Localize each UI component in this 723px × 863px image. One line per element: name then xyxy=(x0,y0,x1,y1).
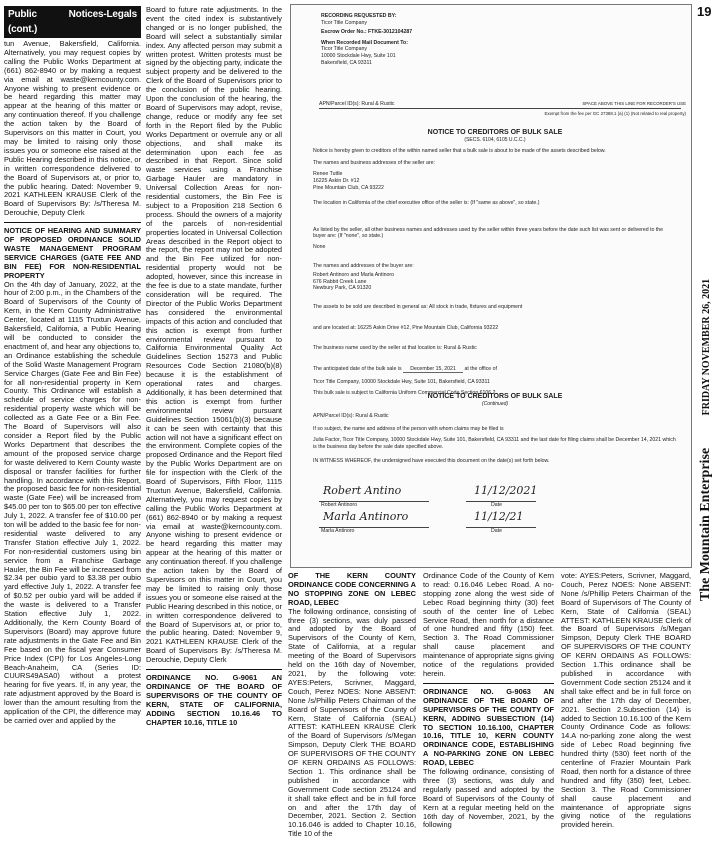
notice-line: The anticipated date of the bulk sale is xyxy=(313,365,402,372)
notice-text: The following ordinance, consisting of three (3) sections, was duly passed and adopted by the Board of Supervisors of the County of Kern, State of California, at a regular meeting of the Board of Supervisors held on the 16th day of November, 2021, by the following vote: AYES:Peters, Scrivner, Maggard, Couch, Perez NOES: None ABSENT: None /s/Phillip Peters Chairman of the Board of Supervisors of the County of Kern, State of California (SEAL) ATTEST: KATHLEEN KRAUSE Clerk of the Board of Supervisors /s/Megan Simpson, Deputy Clerk THE BOARD OF SUPERVISORS OF THE COUNTY OF KERN ORDAINS AS FOLLOWS: Section 1. This ordinance shall be published in accordance with Government Code section 25124 and it shall take effect and be in full force on and after the 17th day of December, 2021. Section 2. Section 10.16.046 is added to Chapter 10.16, Title 10 of the xyxy=(288,606,416,839)
escrow-line: Escrow Order No.: FTKE-3012104287 xyxy=(321,29,413,36)
notice-subtitle: (SECS. 6104, 6105 U.C.C.) xyxy=(464,136,526,143)
column-2 xyxy=(146,6,282,856)
notice-text: The following ordinance, consisting of three (3) sections, was duly and regularly passed and adopted by the Board of Supervisors of the County of Kern at a regular meeting held on the 16th day of November, 2021, by the following xyxy=(423,767,554,830)
bulk-sale-notice xyxy=(290,4,692,568)
signer-name: Robert Antinoro xyxy=(321,502,358,508)
divider xyxy=(146,669,282,670)
seller-line: 16225 Askin Dr. #12 xyxy=(313,177,360,184)
seller-line: Pine Mountain Club, CA 93222 xyxy=(313,184,384,191)
signature-date: 11/12/21 xyxy=(474,510,524,523)
notice-line: The names and business addresses of the seller are: xyxy=(313,159,435,166)
seller-line: Renee Tuttle xyxy=(313,171,343,178)
notice-line: Julia Factor, Ticor Title Company, 10000 Stockdale Hwy, Suite 101, Bakersfield, CA 93311 and the last date for filing claims shall be December 14, 2021 which is the business day before the sale date specified above. xyxy=(313,437,676,450)
continued-label: (Continued) xyxy=(481,400,509,407)
mail-line: Ticor Title Company xyxy=(321,46,367,53)
signer-name: Marla Antinoro xyxy=(321,528,355,534)
date-label: Date xyxy=(491,502,502,508)
issue-date: FRIDAY NOVEMBER 26, 2021 xyxy=(701,278,712,416)
notice-heading: NOTICE OF HEARING AND SUMMARY OF PROPOSED ORDINANCE SOLID WASTE MANAGEMENT PROGRAM SERVICE CHARGES (GATE FEE AND BIN FEE) FOR NON-RESIDENTIAL PROPERTY xyxy=(4,226,141,280)
notice-line: The business name used by the seller at that location is: Rural & Rustic xyxy=(313,345,477,352)
none-text: None xyxy=(313,243,326,250)
notice-text: Board to future rate adjustments. In the event the cited index is substantively changed or is no longer published, the Board will select a substantially similar index. Any affected person may submit a written protest. Written protests must be signed by the objecting party, indicate the subject property and be delivered to the Clerk of the Board of Supervisors prior to the conclusion of the public hearing. Upon the conclusion of the hearing, the Board of Supervisors may adopt, revise, change, reduce or modify any fee set forth in the Report filed by the Public Works Department or overrule any or all objections, and shall make its determination upon each fee as described in that Report. Since solid waste services using a Franchise Garbage Hauler are mandatory in Universal Collection Areas for non-residential customers, the Bin Fee is subject to a Proposition 218 Section 6 process. Should the owners of a majority of the parcels of non-residential properties located in Universal Collection Areas described in the Report object to the report, the report may not be adopted and the Bin Fee utilized for non-residential property would not be adopted, however, since this increase in the fee is due to a state mandate, further consideration will be required. The Director of the Public Works Department has considered the environmental impacts of this action and concluded that this action is exempt from further environmental review pursuant to California Environmental Quality Act Guidelines Section 15273 and Public Resources Code Section 21080(b)(8) because it is the establishment of operational rates and charges. Additionally, it has been determined that this action is exempt from further environmental review pursuant Guidelines Section 15061(b)(3) because it can be seen with certainty that this action will not have a significant effect on the environment. Complete copies of the proposed Ordinance and the Report filed by the Public Works Department are on file for inspection with the Clerk of the Board of Supervisors, Fifth Floor, 1115 Truxtun Avenue, Bakersfield, California. Alternatively, you may request copies by calling the Public Works Department at (661) 862-8940 or by making a request via email at waste@kerncounty.com. Anyone wishing to present evidence or be heard regarding this matter may appear at the hearing of this matter or any continuation thereof. If you challenge the action taken by the Board of Supervisors on this matter in Court, you may be limited to raising only those issues you or someone else raised at the Public Hearing described in this notice, or in written correspondence delivered to the Board of Supervisors at, or prior to, the public hearing. Dated: November 9, 2021 KATHLEEN KRAUSE Clerk of the Board of Supervisors By: /s/Theresa M. Derouchie, Deputy Clerk xyxy=(146,6,282,665)
notice-title: NOTICE TO CREDITORS OF BULK SALE xyxy=(427,129,563,136)
signature: Robert Antino xyxy=(323,484,402,497)
notice-line: The location in California of the chief executive office of the seller is: (If "same as above", so state.) xyxy=(313,200,540,207)
notice-text: tun Avenue, Bakersfield, California. Alternatively, you may request copies by calling the Public Works Department at (661) 862-8940 or by making a request via email at waste@kerncounty.com. Anyone wishing to present evidence or be heard regarding this matter may appear at the hearing of this matter or any continuation thereof. If you challenge the action taken by the Board of Supervisors on this matter in Court, you may be limited to raising only those issues you or someone else raised at the Public Hearing described in this notice, or in written correspondence delivered to the Board of Supervisors at, or prior to, the public hearing. Dated: November 9, 2021 KATHLEEN KRAUSE Clerk of the Board of Supervisors By: /s/Theresa M. Derouchie, Deputy Clerk xyxy=(4,39,141,218)
notice-body xyxy=(313,130,677,396)
column-1 xyxy=(4,6,141,856)
notice-line: IN WITNESS WHEREOF, the undersigned have executed this document on the date(s) set forth below. xyxy=(313,457,550,464)
page-number: 19 xyxy=(697,4,712,19)
notice-line: at the office of xyxy=(464,365,497,372)
notice-line: If so subject, the name and address of the person with whom claims may be filed is xyxy=(313,425,504,432)
apn: APN/Parcel ID(s): Rural & Rustic xyxy=(313,413,389,420)
sale-date: December 15, 2021 xyxy=(403,366,463,374)
sale-date-line xyxy=(313,366,677,374)
signature: Marla Antinoro xyxy=(323,510,409,523)
notice-continued xyxy=(313,394,677,464)
date-label: Date xyxy=(491,528,502,534)
buyer-line: Newbury Park, CA 91320 xyxy=(313,285,372,292)
apn: APN/Parcel ID(s): Rural & Rustic xyxy=(319,101,395,107)
notice-line: and are located at: 16225 Askin Drive #12, Pine Mountain Club, California 93222 xyxy=(313,324,499,331)
section-header: Public Notices-Legals (cont.) xyxy=(4,6,141,38)
notice-line: As listed by the seller, all other business names and addresses used by the seller within three years before the date such list was sent or delivered to the buyer are: (If "none", so state.) xyxy=(313,226,664,240)
notice-text: vote: AYES:Peters, Scrivner, Maggard, Couch, Perez NOES: None ABSENT: None /s/Phillip Peters Chairman of the Board of Supervisors of The County of Kern, State of California (SEAL) ATTEST: KATHLEEN KRAUSE Clerk of the Board of Supervisors /s/Megan Simpson, Deputy Clerk THE BOARD OF SUPERVISORS OF THE COUNTY OF KERN ORDAINS AS FOLLOWS: Section 1.This ordinance shall be published in accordance with Government Code section 25124 and it shall take effect and be in full force on and after the 17th day of December, 2021. Section 2.Subsection (14) is added to Section 10.16.100 of the Kern County Ordinance Code as follows: 14.A no-parking zone along the west side of Lebec Road beginning five hundred thirty (530) feet north of the centerline of Frazier Mountain Park Road, then north for a distance of three hundred and fifty (350) feet, Lebec. Section 3. The Road Commissioner shall cause placement and maintenance of appropriate signs giving notice of the regulations provided herein. xyxy=(561,572,691,830)
notice-heading: OF THE KERN COUNTY ORDINANCE CODE CONCERNING A NO STOPPING ZONE ON LEBEC ROAD, LEBEC xyxy=(288,572,416,607)
notice-line: This bulk sale is subject to California Uniform Commercial Code Section 6106.2. xyxy=(313,389,497,396)
divider xyxy=(423,683,554,684)
column-3 xyxy=(288,572,416,856)
notice-heading: ORDINANCE NO. G-9063 AN ORDINANCE OF THE BOARD OF SUPERVISORS OF THE COUNTY OF KERN, ADDING SUBSECTION (14) TO SECTION 10.16.100, CHAPTER 10.16, TITLE 10, KERN COUNTY ORDINANCE CODE, ESTABLISHING A NO-PARKING ZONE ON LEBEC ROAD, LEBEC xyxy=(423,686,554,768)
buyer-line: 676 Rabbit Creek Lane xyxy=(313,278,367,285)
notice-title: NOTICE TO CREDITORS OF BULK SALE xyxy=(427,393,563,400)
signature-date: 11/12/2021 xyxy=(474,484,538,497)
divider xyxy=(4,222,141,223)
recording-block xyxy=(321,13,677,66)
mail-line: Bakersfield, CA 93311 xyxy=(321,59,372,66)
mail-line: 10000 Stockdale Hwy, Suite 101 xyxy=(321,52,396,59)
notice-line: Ticor Title Company, 10000 Stockdale Hwy, Suite 101, Bakersfield, CA 93311 xyxy=(313,379,490,386)
notice-line: Notice is hereby given to creditors of the within named seller that a bulk sale is about to be made of the assets described below. xyxy=(313,148,606,155)
notice-text: On the 4th day of January, 2022, at the hour of 2:00 p.m., in the Chambers of the Board of Supervisors of the County of Kern, in the Kern County Administrative Center, located at 1115 Truxtun Avenue, Bakersfield, California, a Public Hearing will be conducted to consider the enactment of, and hear any objections to, an Ordinance establishing the schedule of the Solid Waste Management Program Service Charges (Gate Fee and Bin Fee) for all non-residential property in Kern County. This Ordinance will establish a schedule of service charges for non-residential property waste which will be collected as a Gate Fee or a Bin Fee. The Board of Supervisors will also consider a Report filed by the Public Works Department that describes the amount of the proposed service charge for waste delivered to Kern County waste disposal or transfer facilities for further handling. In accordance with this Report, the proposed basic fee for non-residential waste (Gate Fee) will be increased from $45.00 per ton to $65.00 per ton effective July 1, 2022. A transfer fee of $10.00 per ton will be added to the basic fee for non-residential waste delivered to any Transfer Station effective July 1, 2022. For non-residential customers using bin service from a Franchise Garbage Hauler, the Bin Fee will be increased from $2.34 per oubio yard to $3.38 per oubio yard effective July 1, 2022. A transfer fee of $0.52 per oubio yard will be added if the waste is delivered to a Transfer Station effective July 1, 2022. Additionally, the Kern County Board of Supervisors (Board) may approve future rate adjustments in the Gate Fee and Bin Fee based on the fiscal year Consumer Price Index (CPI) for Los Angeles-Long Beach-Anaheim, CA (Series ID: CUURS49ASA0) without a protest hearing for five years. If, in any year, the rate adjustment approved by the Board is lower than the amount resulting from the application of the CPI, the difference may be carried over and applied by the xyxy=(4,279,141,725)
exempt: Exempt from the fee per GC 27388.1 (a) (1) (Not related to real property) xyxy=(544,111,686,116)
recorder-line xyxy=(319,108,681,109)
masthead xyxy=(698,279,714,601)
space-above: SPACE ABOVE THIS LINE FOR RECORDER'S USE xyxy=(582,101,686,106)
column-4 xyxy=(423,572,554,856)
notice-line: The names and addresses of the buyer are: xyxy=(313,262,414,269)
notice-heading: ORDINANCE NO. G-9061 AN ORDINANCE OF THE BOARD OF SUPERVISORS OF THE COUNTY OF KERN, STATE OF CALIFORNIA, ADDING SECTION 10.16.46 TO CHAPTER 10.16, TITLE 10 xyxy=(146,673,282,727)
notice-line: The assets to be sold are described in general as: All stock in trade, fixtures and equipment xyxy=(313,303,523,310)
recording-requested: RECORDING REQUESTED BY: xyxy=(321,13,397,19)
mail-to: When Recorded Mail Document To: xyxy=(321,39,408,46)
notice-text: Ordinance Code of the County of Kern to read: 0.16.046 Lebec Road. A no-stopping zone along the west side of Lebec Road beginning thirty (30) feet south of the center line of Lebec Service Road, then north for a distance of one hundred and fifty (150) feet. Section 3. The Road Commissioner shall cause placement and maintenance of appropriate signs giving notice of the regulations provided herein. xyxy=(423,572,554,678)
sidebar xyxy=(696,20,716,860)
paper-name: The Mountain Enterprise xyxy=(698,447,713,602)
recording-company: Ticor Title Company xyxy=(321,19,367,26)
buyer-line: Robert Antinoro and Marla Antinoro xyxy=(313,272,395,279)
column-5 xyxy=(561,572,691,856)
